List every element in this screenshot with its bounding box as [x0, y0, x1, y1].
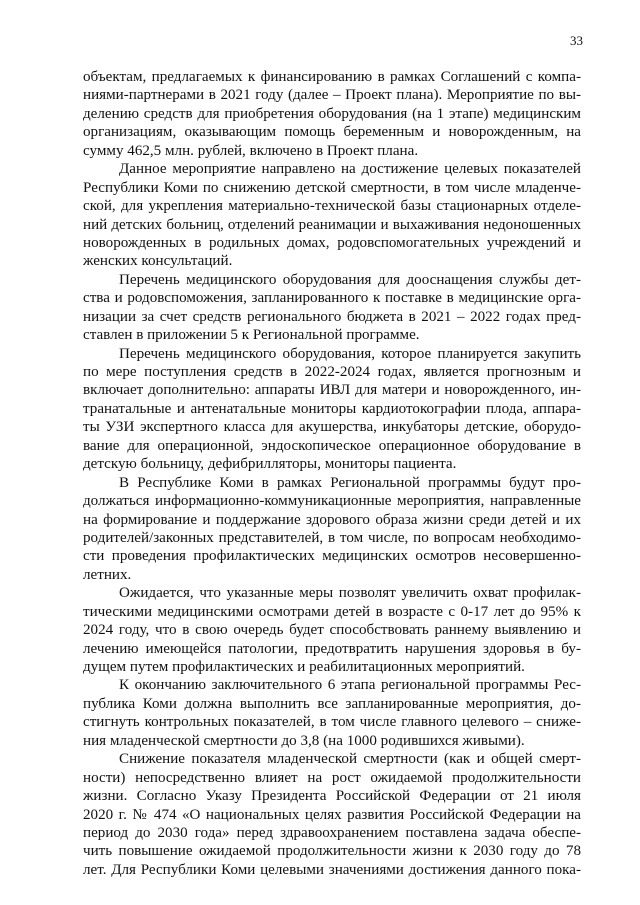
text-line: Ожидается, что указанные меры позволят увеличить охват профилак- — [119, 585, 581, 602]
text-line: Республики Коми по снижению детской смертности, в том числе младенче- — [83, 179, 581, 196]
text-line: сти проведения профилактических медицинских осмотров несовершенно- — [83, 548, 581, 565]
page-number: 33 — [570, 33, 583, 48]
text-line: Перечень медицинского оборудования для дооснащения службы дет- — [119, 271, 581, 288]
text-line: женских консультаций. — [83, 253, 233, 270]
text-line: ской, для укрепления материально-технической базы стационарных отделе- — [83, 198, 581, 215]
text-line: ности) непосредственно влияет на рост ожидаемой продолжительности — [83, 769, 581, 786]
text-line: 2024 году, что в свою очередь будет способствовать раннему выявлению и — [83, 622, 581, 639]
text-line: чить повышение ожидаемой продолжительности жизни к 2030 году до 78 — [83, 843, 581, 860]
text-line: жизни. Согласно Указу Президента Российской Федерации от 21 июля — [83, 788, 581, 805]
text-line: ставлен в приложении 5 к Региональной программе. — [83, 327, 420, 344]
text-line: включает дополнительно: аппараты ИВЛ для матери и новорожденного, ин- — [83, 382, 581, 399]
text-line: Перечень медицинского оборудования, которое планируется закупить — [119, 345, 581, 362]
text-line: детскую больницу, дефибрилляторы, мониторы пациента. — [83, 456, 457, 473]
text-line: объектам, предлагаемых к финансированию в рамках Соглашений с компа- — [83, 69, 581, 85]
text-line: летних. — [83, 566, 132, 583]
paragraph — [83, 750, 581, 879]
body-text — [83, 68, 581, 879]
text-line: Снижение показателя младенческой смертности (как и общей смерт- — [119, 751, 581, 768]
text-line: ства и родовспоможения, запланированного к поставке в медицинские орга- — [83, 290, 581, 307]
text-line: ты УЗИ экспертного класса для акушерства, инкубаторы детские, оборудо- — [83, 419, 581, 436]
text-line: В Республике Коми в рамках Региональной программы будут про- — [119, 474, 581, 491]
text-line: новорожденных в родильных домах, родовспомогательных учреждений и — [83, 234, 581, 251]
text-line: период до 2030 года» перед здравоохранением поставлена задача обеспе- — [83, 824, 581, 841]
text-line: транатальные и антенатальные мониторы кардиотокографии плода, аппара- — [83, 400, 581, 417]
text-line: ниями-партнерами в 2021 году (далее – Проект плана). Мероприятие по вы- — [83, 87, 581, 104]
text-line: ния младенческой смертности до 3,8 (на 1000 родившихся живыми). — [83, 732, 525, 749]
text-line: дущем путем профилактических и реабилитационных мероприятий. — [83, 659, 525, 675]
text-line: сумму 462,5 млн. рублей, включено в Проект плана. — [83, 142, 419, 159]
text-line: вание для операционной, эндоскопическое операционное оборудование в — [83, 437, 581, 454]
paragraph — [83, 345, 581, 474]
text-line: Данное мероприятие направлено на достижение целевых показателей — [119, 161, 581, 178]
text-line: публика Коми должна выполнить все запланированные мероприятия, до- — [83, 695, 581, 712]
text-line: на формирование и поддержание здорового образа жизни среди детей и их — [83, 511, 581, 528]
text-line: по мере поступления средств в 2022-2024 годах, является прогнозным и — [83, 364, 581, 380]
paragraph — [83, 271, 581, 345]
text-line: стигнуть контрольных показателей, в том числе главного целевого – сниже- — [83, 714, 581, 731]
text-line: организациям, оказывающим помощь беременным и новорожденным, на — [83, 124, 581, 141]
text-line: 2020 г. № 474 «О национальных целях развития Российской Федерации на — [83, 806, 581, 823]
paragraph — [83, 474, 581, 585]
paragraph — [83, 584, 581, 676]
text-line: низации за счет средств регионального бюджета в 2021 – 2022 годах пред- — [83, 308, 581, 325]
text-line: К окончанию заключительного 6 этапа региональной программы Рес- — [119, 677, 581, 694]
text-line: тическими медицинскими осмотрами детей в возрасте с 0-17 лет до 95% к — [83, 603, 581, 620]
text-line: лечению имеющейся патологии, предотвратить нарушения здоровья в бу- — [83, 640, 581, 657]
text-line: родителей/законных представителей, в том числе, по вопросам необходимо- — [83, 529, 581, 546]
paragraph — [83, 160, 581, 271]
text-line: лет. Для Республики Коми целевыми значениями достижения данного пока- — [83, 861, 581, 878]
paragraph — [83, 676, 581, 750]
text-line: делению средств для приобретения оборудования (на 1 этапе) медицинским — [83, 105, 581, 122]
paragraph — [83, 68, 581, 160]
text-line: должаться информационно-коммуникационные мероприятия, направленные — [83, 493, 581, 510]
text-line: ний детских больниц, отделений реанимации и выхаживания недоношенных — [83, 216, 581, 233]
